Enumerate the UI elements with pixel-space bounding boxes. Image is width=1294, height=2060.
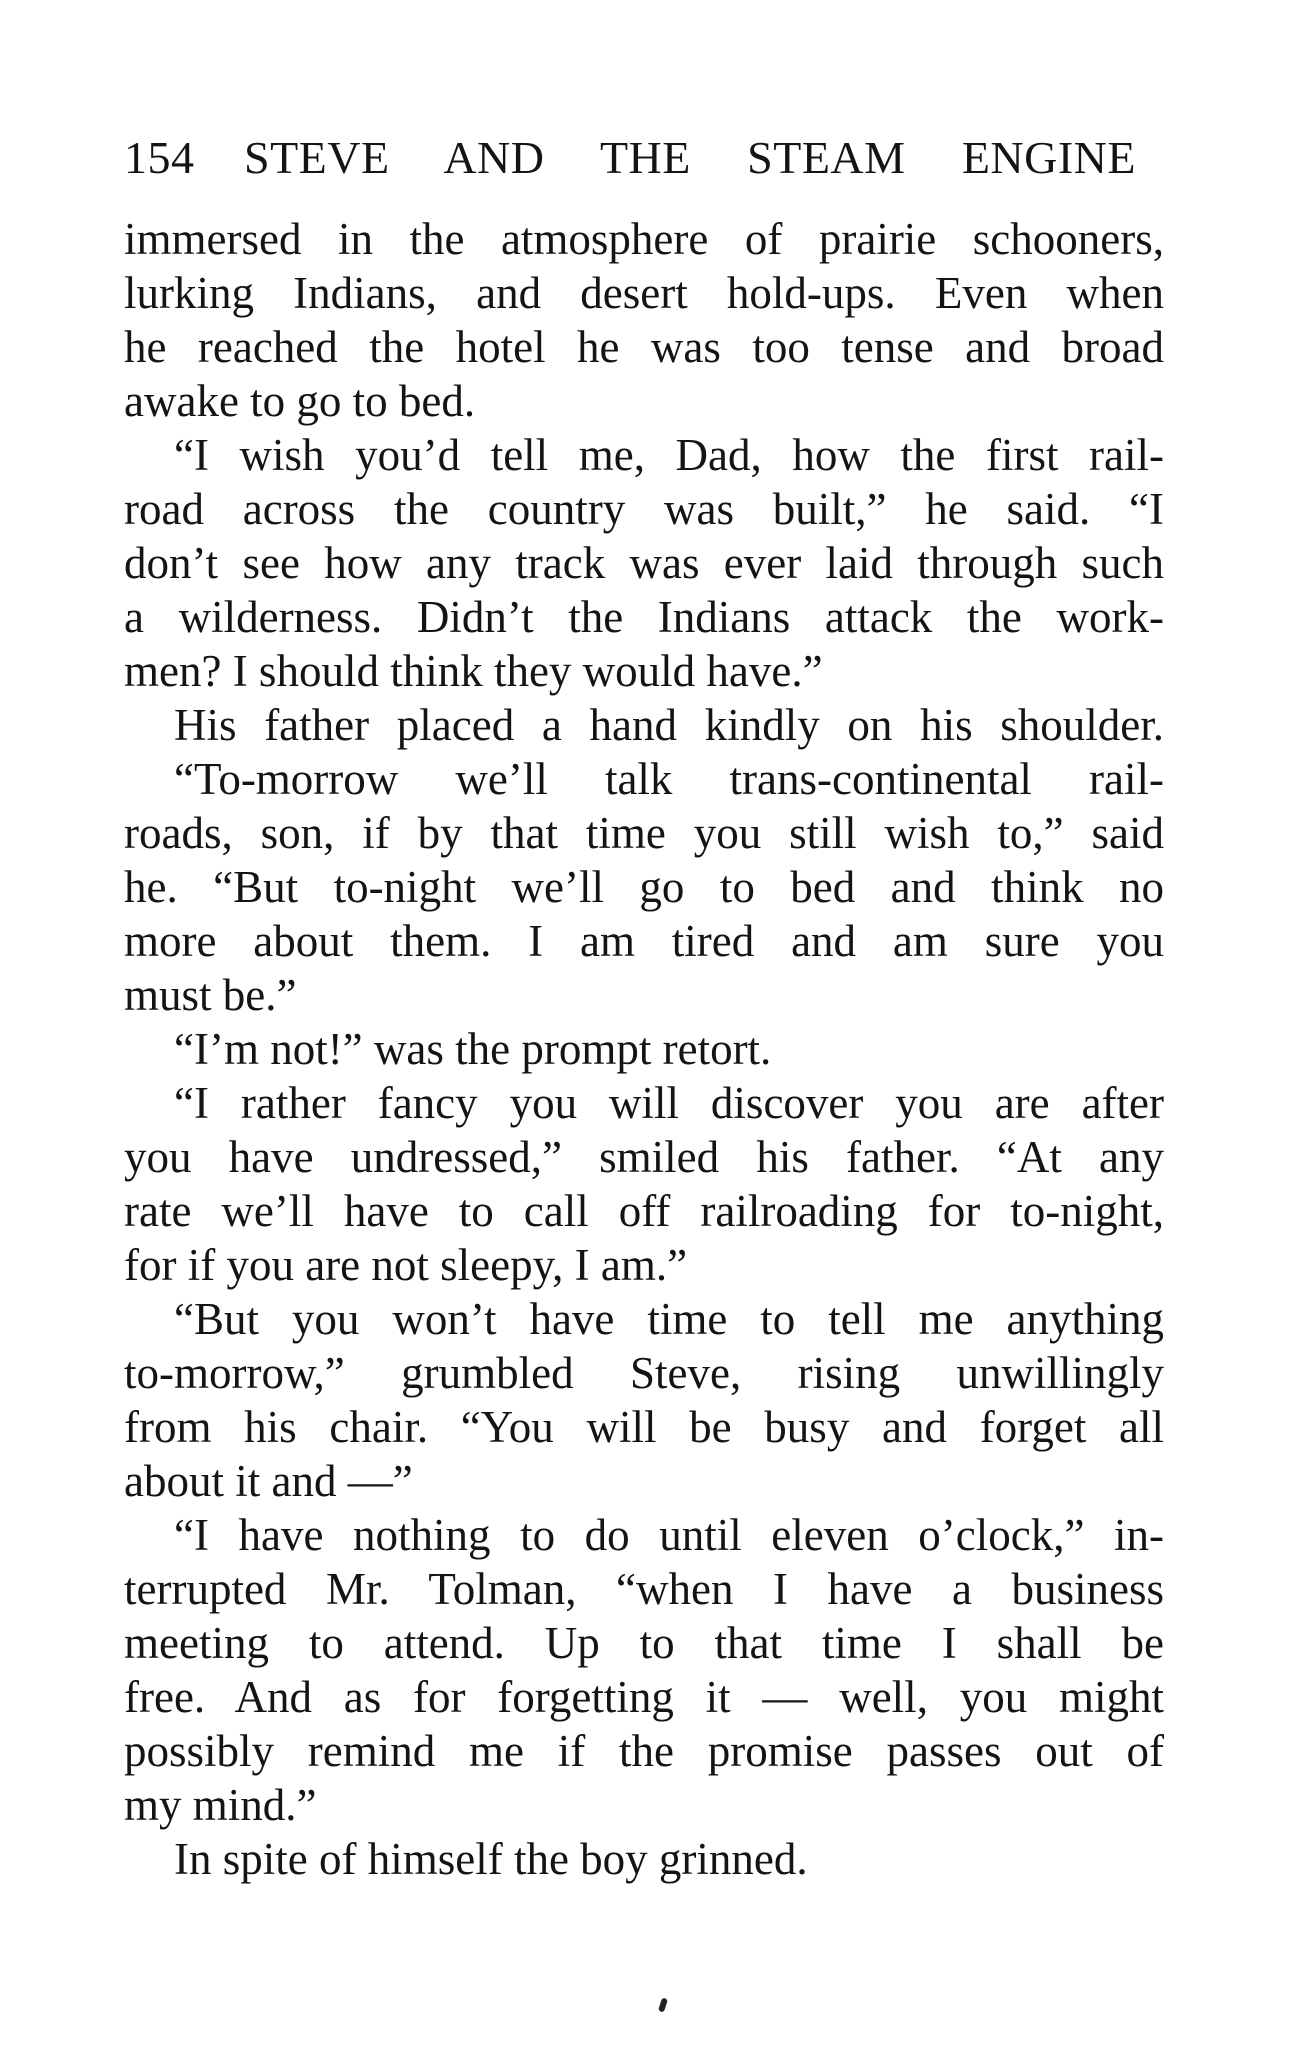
text-line: “I wish you’d tell me, Dad, how the first rail- (174, 430, 1164, 480)
text-line: my mind.” (124, 1780, 317, 1830)
text-line: for if you are not sleepy, I am.” (124, 1240, 688, 1290)
text-line: you have undressed,” smiled his father. “At any (124, 1132, 1164, 1182)
text-line: “I have nothing to do until eleven o’clock,” in- (174, 1510, 1164, 1560)
text-line: a wilderness. Didn’t the Indians attack the work- (124, 592, 1164, 642)
page-number: 154 (124, 132, 195, 183)
running-header (124, 128, 1136, 188)
text-line: “I rather fancy you will discover you are after (174, 1078, 1164, 1128)
text-line: he. “But to-night we’ll go to bed and think no (124, 862, 1164, 912)
text-line: meeting to attend. Up to that time I shall be (124, 1618, 1164, 1668)
text-line: In spite of himself the boy grinned. (174, 1834, 808, 1884)
text-line: rate we’ll have to call off railroading for to-night, (124, 1186, 1164, 1236)
text-line: must be.” (124, 970, 297, 1020)
text-line: he reached the hotel he was too tense and broad (124, 322, 1164, 372)
text-line: men? I should think they would have.” (124, 646, 823, 696)
ink-speck (658, 1997, 668, 2012)
text-line: lurking Indians, and desert hold-ups. Even when (124, 268, 1164, 318)
text-line: immersed in the atmosphere of prairie schooners, (124, 214, 1164, 264)
text-line: from his chair. “You will be busy and forget all (124, 1402, 1164, 1452)
text-line: more about them. I am tired and am sure you (124, 916, 1164, 966)
running-title: STEVE AND THE STEAM ENGINE (244, 132, 1136, 183)
text-line: road across the country was built,” he said. “I (124, 484, 1164, 534)
text-line: about it and —” (124, 1456, 413, 1506)
text-line: His father placed a hand kindly on his shoulder. (174, 700, 1164, 750)
text-line: to-morrow,” grumbled Steve, rising unwillingly (124, 1348, 1164, 1398)
text-line: free. And as for forgetting it — well, you might (124, 1672, 1164, 1722)
text-line: terrupted Mr. Tolman, “when I have a business (124, 1564, 1164, 1614)
text-line: possibly remind me if the promise passes out of (124, 1726, 1164, 1776)
text-line: “To-morrow we’ll talk trans-continental rail- (174, 754, 1164, 804)
text-line: “But you won’t have time to tell me anything (174, 1294, 1164, 1344)
text-line: roads, son, if by that time you still wish to,” said (124, 808, 1164, 858)
text-line: “I’m not!” was the prompt retort. (174, 1024, 772, 1074)
text-line: awake to go to bed. (124, 376, 476, 426)
text-line: don’t see how any track was ever laid through such (124, 538, 1164, 588)
